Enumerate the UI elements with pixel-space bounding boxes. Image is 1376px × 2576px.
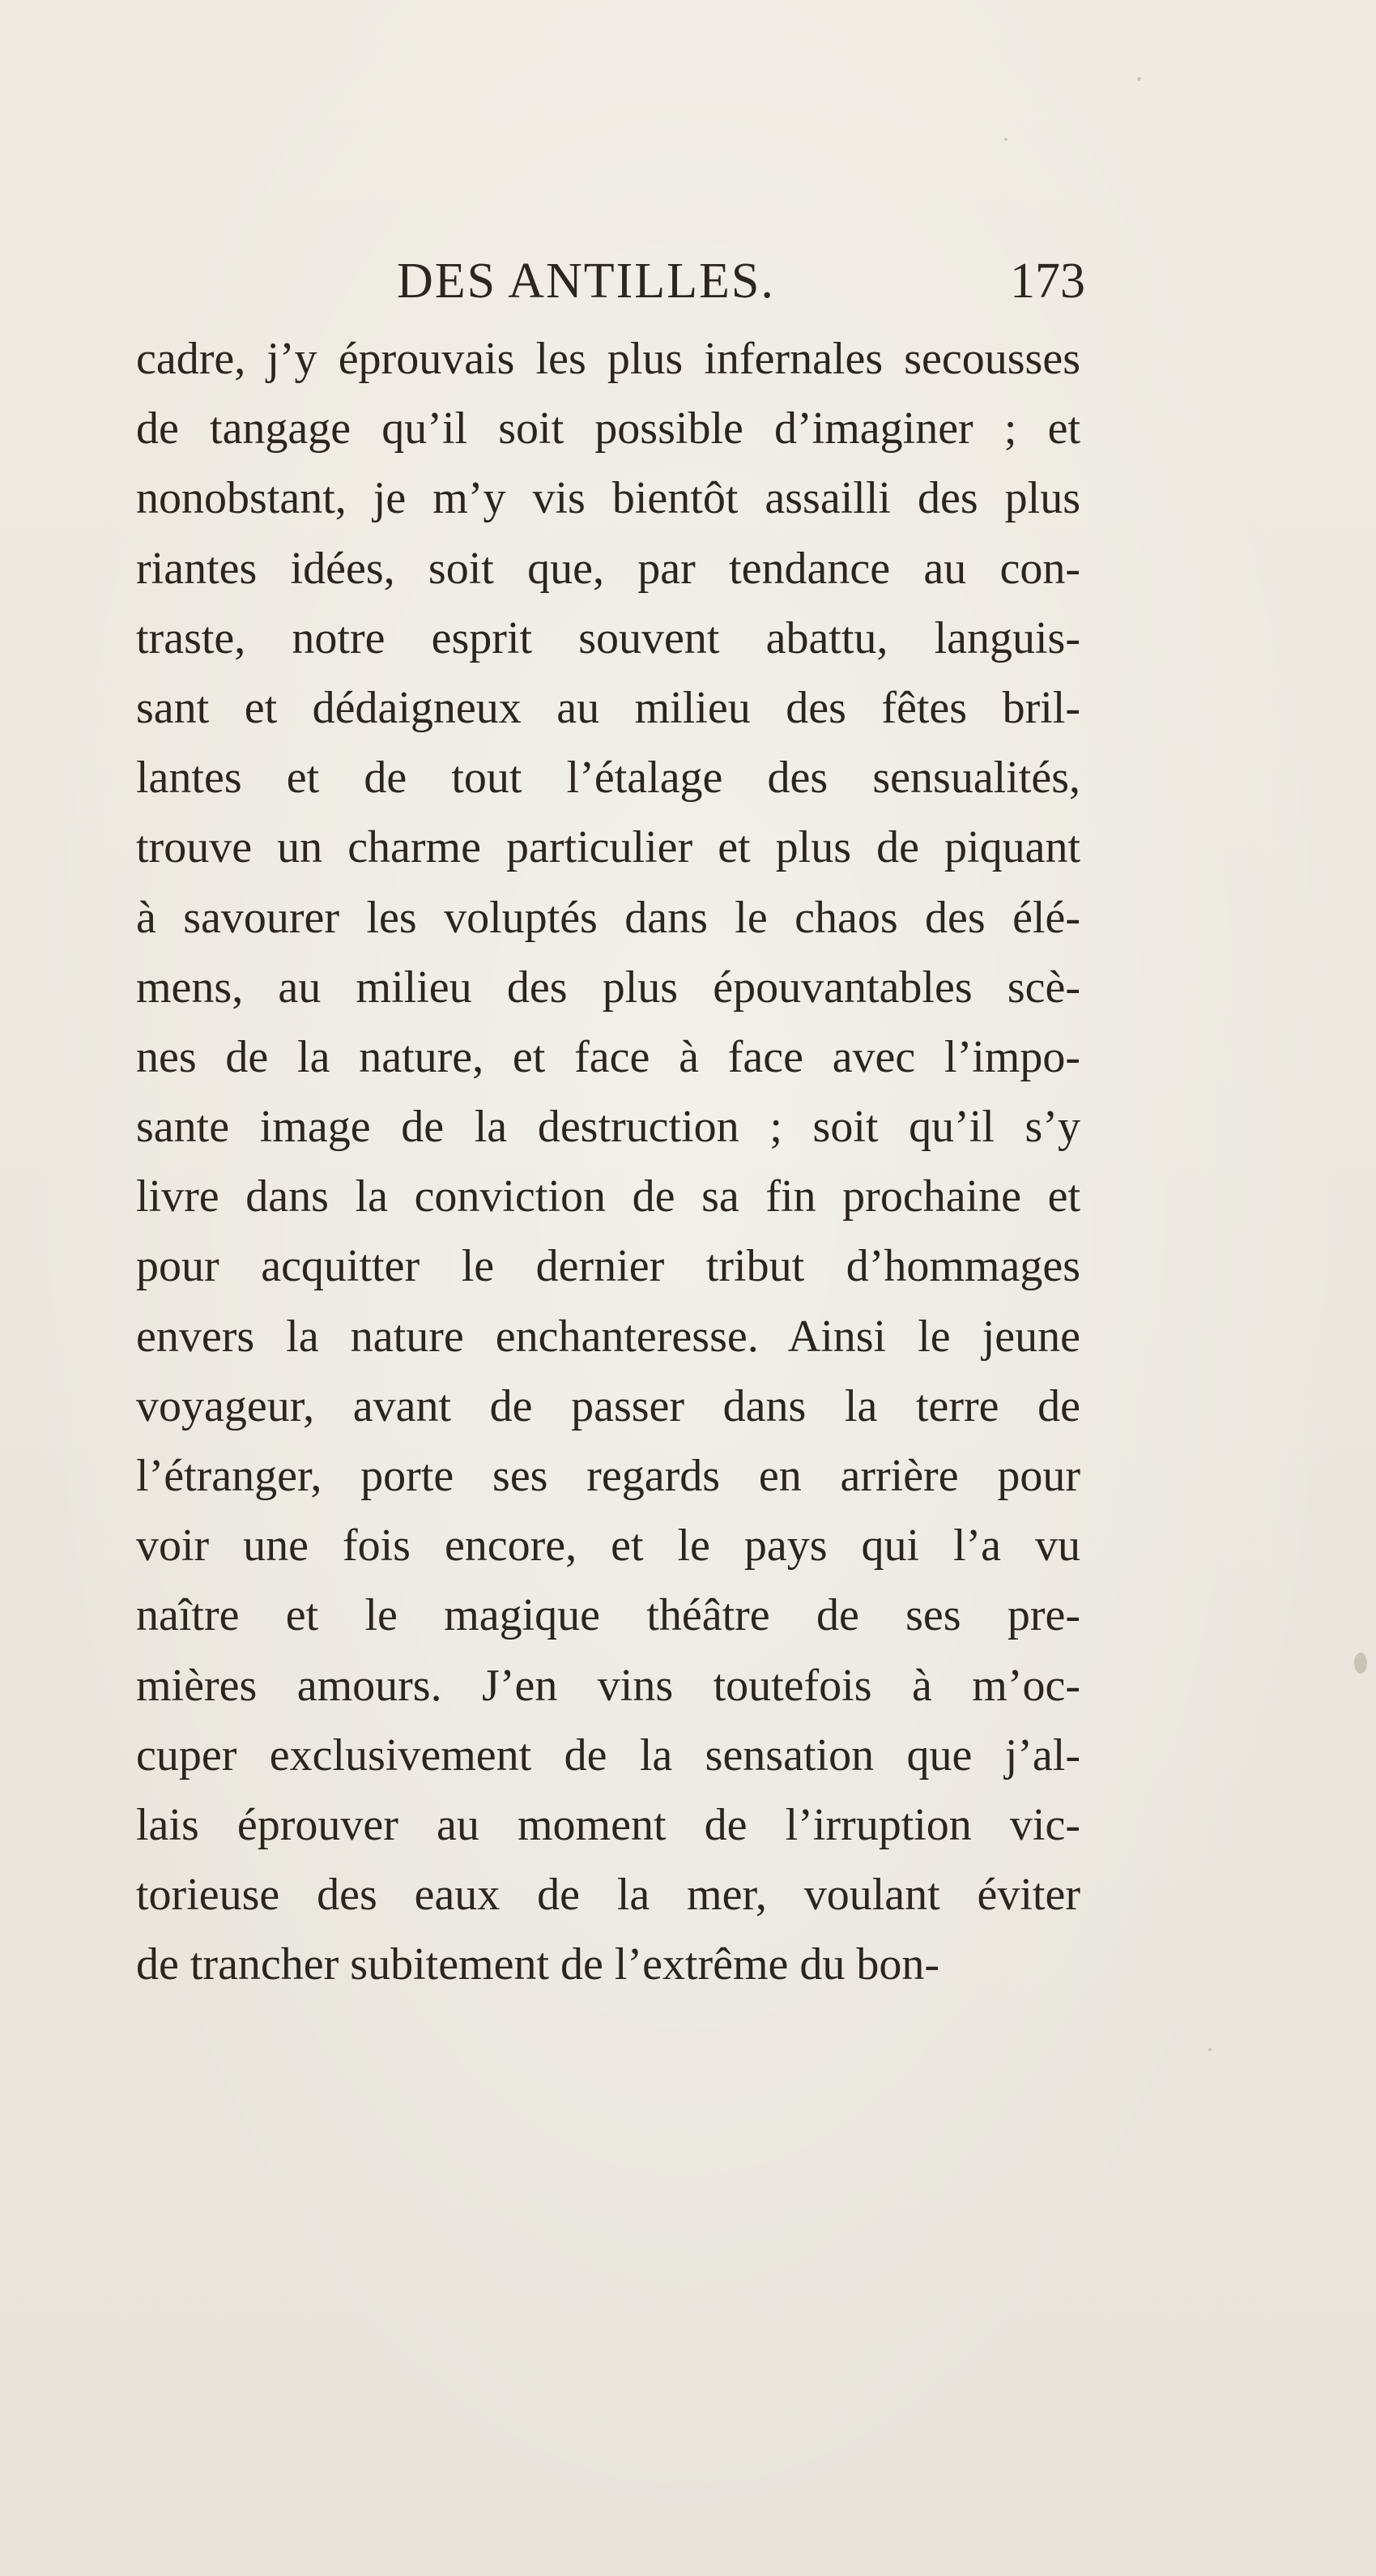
text-line: envers la nature enchanteresse. Ainsi le jeune — [136, 1311, 1080, 1362]
text-line: à savourer les voluptés dans le chaos des élé- — [136, 892, 1080, 943]
text-line: livre dans la conviction de sa fin prochaine et — [136, 1171, 1080, 1222]
text-line: sante image de la destruction ; soit qu’il s’y — [136, 1102, 1080, 1153]
text-line: voir une fois encore, et le pays qui l’a vu — [136, 1520, 1080, 1572]
text-line: cadre, j’y éprouvais les plus infernales secousses — [136, 334, 1080, 384]
text-line: lantes et de tout l’étalage des sensualités, — [136, 753, 1080, 804]
text-line: de trancher subitement de l’extrême du bon- — [136, 1939, 940, 1990]
paper-speck — [1137, 77, 1141, 81]
text-line: nes de la nature, et face à face avec l’impo- — [136, 1031, 1080, 1082]
text-line: mières amours. J’en vins toutefois à m’oc- — [136, 1660, 1080, 1711]
text-line: cuper exclusivement de la sensation que j’al- — [136, 1729, 1080, 1781]
text-line: torieuse des eaux de la mer, voulant éviter — [136, 1870, 1080, 1921]
page-number: 173 — [1010, 254, 1085, 309]
paper-speck — [1004, 138, 1008, 141]
body-text — [136, 324, 1080, 2000]
text-line: riantes idées, soit que, par tendance au con- — [136, 543, 1080, 594]
text-line: mens, au milieu des plus épouvantables scè- — [136, 962, 1080, 1013]
paper-stain — [1354, 1653, 1367, 1674]
paper-speck — [1208, 2048, 1212, 2051]
running-title: DES ANTILLES. — [397, 254, 775, 309]
text-line: nonobstant, je m’y vis bientôt assailli des plus — [136, 473, 1080, 524]
text-line: lais éprouver au moment de l’irruption vic- — [136, 1799, 1080, 1850]
text-line: traste, notre esprit souvent abattu, languis- — [136, 612, 1080, 663]
text-line: trouve un charme particulier et plus de piquant — [136, 822, 1080, 873]
text-line: pour acquitter le dernier tribut d’hommages — [136, 1241, 1080, 1292]
text-line: voyageur, avant de passer dans la terre de — [136, 1380, 1080, 1431]
text-line: naître et le magique théâtre de ses pre- — [136, 1590, 1080, 1641]
text-line: l’étranger, porte ses regards en arrière pour — [136, 1451, 1080, 1501]
text-line: sant et dédaigneux au milieu des fêtes bril- — [136, 682, 1080, 733]
text-line: de tangage qu’il soit possible d’imaginer ; et — [136, 403, 1080, 454]
page-header — [130, 253, 1085, 318]
